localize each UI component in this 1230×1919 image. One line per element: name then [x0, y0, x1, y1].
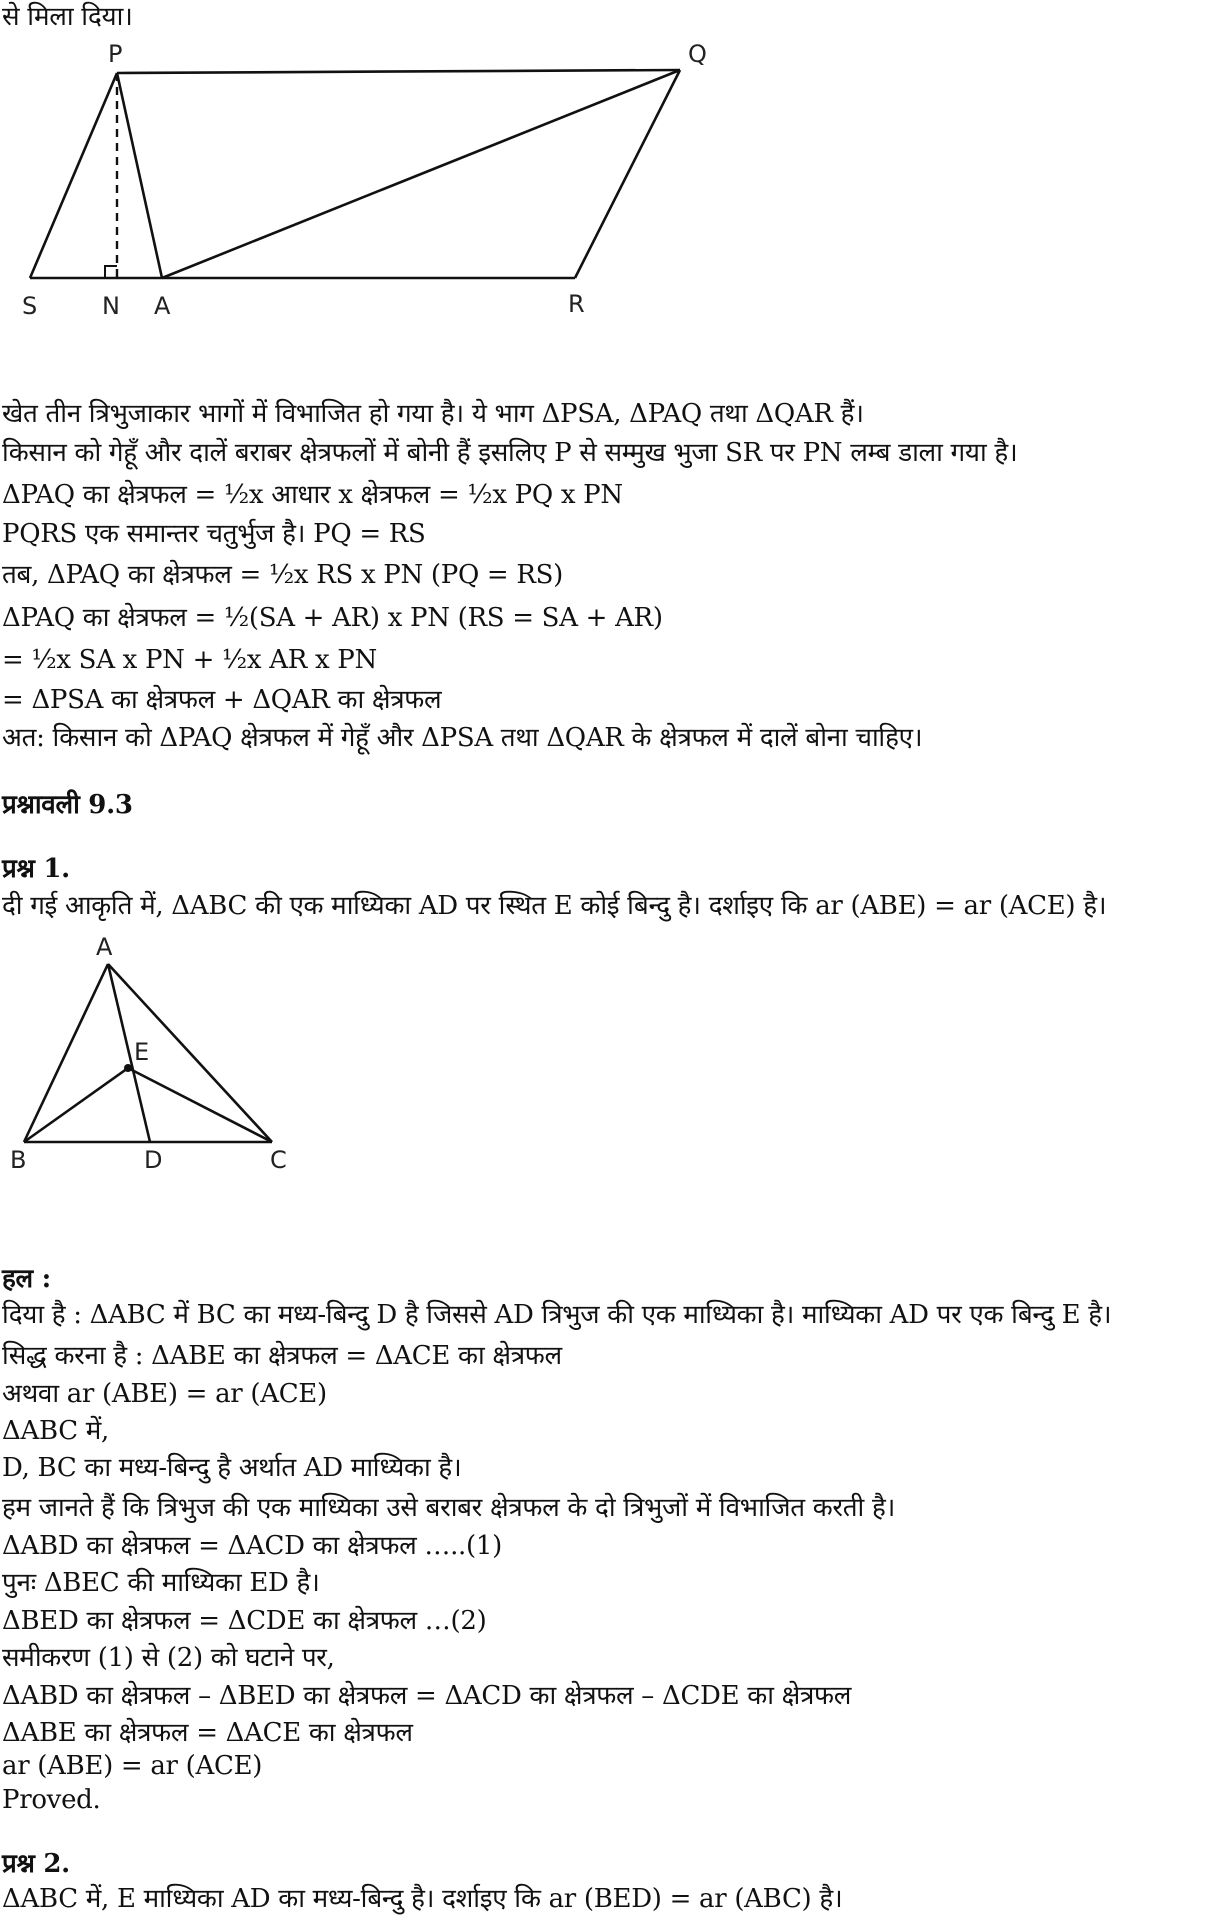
right-angle-mark [105, 266, 117, 278]
q1-solution-line: ar (ABE) = ar (ACE) [2, 1751, 263, 1781]
edge-PS [30, 73, 117, 278]
q1-text: दी गई आकृति में, ΔABC की एक माध्यिका AD पर स्थित E कोई बिन्दु है। दर्शाइए कि ar (ABE) = ar (ACE) है। [2, 891, 1107, 921]
edge-PA [117, 73, 162, 278]
q1-solution-line: ΔBED का क्षेत्रफल = ΔCDE का क्षेत्रफल …(2) [2, 1606, 487, 1636]
solution-line: ΔPAQ का क्षेत्रफल = ½x आधार x क्षेत्रफल = ½x PQ x PN [2, 480, 623, 510]
label-A: A [154, 292, 171, 320]
q2-heading: प्रश्न 2. [2, 1849, 70, 1879]
q1-solution-line: हम जानते हैं कि त्रिभुज की एक माध्यिका उसे बराबर क्षेत्रफल के दो त्रिभुजों में विभाजित करती है। [2, 1493, 896, 1523]
solution-line: अत: किसान को ΔPAQ क्षेत्रफल में गेहूँ और ΔPSA तथा ΔQAR के क्षेत्रफल में दालें बोना चाहिए। [2, 723, 923, 753]
intro-line: से मिला दिया। [2, 2, 133, 32]
edge-PQ [117, 70, 680, 73]
exercise-heading: प्रश्नावली 9.3 [2, 790, 133, 820]
q1-solution-line: D, BC का मध्य-बिन्दु है अर्थात AD माध्यिका है। [2, 1453, 462, 1483]
q1-solution-line: सिद्ध करना है : ΔABE का क्षेत्रफल = ΔACE का क्षेत्रफल [2, 1341, 562, 1371]
q1-solution-heading: हल : [2, 1264, 51, 1294]
q1-solution-line: दिया है : ΔABC में BC का मध्य-बिन्दु D है जिससे AD त्रिभुज की एक माध्यिका है। माध्यिका AD पर एक बिन्दु E है। [2, 1300, 1112, 1330]
solution-line: ΔPAQ का क्षेत्रफल = ½(SA + AR) x PN (RS = SA + AR) [2, 603, 663, 633]
point-E [124, 1064, 132, 1072]
edge-QR [575, 70, 680, 278]
parallelogram-figure [0, 40, 740, 330]
label-P: P [108, 40, 123, 68]
triangle-figure [0, 930, 320, 1180]
solution-line: तब, ΔPAQ का क्षेत्रफल = ½x RS x PN (PQ = RS) [2, 560, 564, 590]
solution-line: खेत तीन त्रिभुजाकार भागों में विभाजित हो गया है। ये भाग ΔPSA, ΔPAQ तथा ΔQAR हैं। [2, 399, 864, 429]
label-E: E [134, 1038, 150, 1066]
edge-AB [24, 964, 108, 1142]
q1-solution-line: Proved. [2, 1785, 101, 1815]
segment-BE [24, 1068, 128, 1142]
label-N: N [102, 292, 120, 320]
edge-AQ [162, 70, 680, 278]
q1-solution-line: ΔABD का क्षेत्रफल = ΔACD का क्षेत्रफल …..(1) [2, 1531, 502, 1561]
solution-line: = ½x SA x PN + ½x AR x PN [2, 645, 377, 675]
q1-solution-line: पुनः ΔBEC की माध्यिका ED है। [2, 1568, 320, 1598]
q1-heading: प्रश्न 1. [2, 854, 70, 884]
label-Q: Q [688, 40, 707, 68]
solution-line: किसान को गेहूँ और दालें बराबर क्षेत्रफलों में बोनी हैं इसलिए P से सम्मुख भुजा SR पर PN लम्ब डाला गया है। [2, 438, 1018, 468]
solution-line: = ΔPSA का क्षेत्रफल + ΔQAR का क्षेत्रफल [2, 685, 442, 715]
label-A: A [96, 933, 113, 961]
label-S: S [22, 292, 38, 320]
q1-solution-line: अथवा ar (ABE) = ar (ACE) [2, 1379, 327, 1409]
label-R: R [568, 290, 585, 318]
q1-solution-line: ΔABE का क्षेत्रफल = ΔACE का क्षेत्रफल [2, 1718, 413, 1748]
q1-solution-line: ΔABD का क्षेत्रफल – ΔBED का क्षेत्रफल = ΔACD का क्षेत्रफल – ΔCDE का क्षेत्रफल [2, 1681, 852, 1711]
label-B: B [10, 1146, 27, 1174]
segment-CE [128, 1068, 272, 1142]
q1-solution-line: ΔABC में, [2, 1416, 110, 1446]
label-D: D [144, 1146, 163, 1174]
q1-solution-line: समीकरण (1) से (2) को घटाने पर, [2, 1643, 335, 1673]
label-C: C [270, 1146, 287, 1174]
q2-text: ΔABC में, E माध्यिका AD का मध्य-बिन्दु है। दर्शाइए कि ar (BED) = ar (ABC) है। [2, 1884, 843, 1914]
solution-line: PQRS एक समान्तर चतुर्भुज है। PQ = RS [2, 519, 426, 549]
edge-AC [108, 964, 272, 1142]
